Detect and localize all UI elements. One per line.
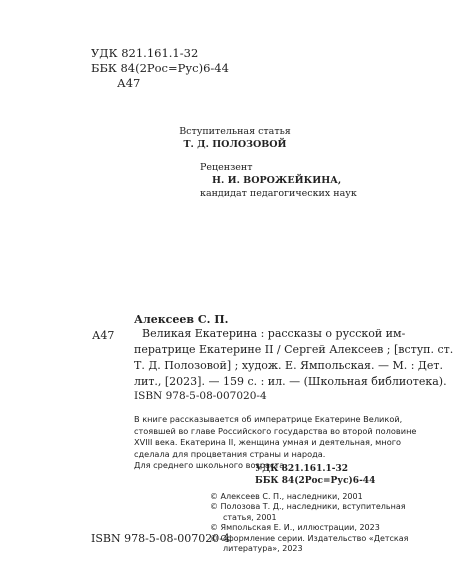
annotation-line: В книге рассказывается об императрице Екатерине Великой,: [134, 414, 403, 424]
author-mark-top: А47: [117, 76, 141, 90]
copyright-line: © Алексеев С. П., наследники, 2001: [210, 492, 363, 501]
record-isbn: ISBN 978-5-08-007020-4: [134, 390, 267, 402]
copyright-line: литература», 2023: [223, 544, 303, 554]
record-author: Алексеев С. П.: [134, 313, 229, 326]
biblio-line: лит., [2023]. — 159 с. : ил. — (Школьная библиотека).: [134, 375, 447, 388]
record-author-mark: А47: [92, 329, 115, 342]
udk-code-top: УДК 821.161.1-32: [91, 46, 199, 60]
reviewer-label: Рецензент: [200, 162, 253, 173]
bibliographic-description: [134, 326, 454, 390]
copyright-line: статья, 2001: [223, 512, 277, 522]
biblio-line: ператрице Екатерине II / Сергей Алексеев ; [вступ. ст.: [134, 343, 454, 356]
intro-label: Вступительная статья: [179, 126, 291, 137]
bbk-code-bottom: ББК 84(2Рос=Рус)6-44: [255, 476, 376, 486]
annotation-line: Для среднего школьного возраста.: [134, 460, 287, 471]
copyright-line: © Оформление серии. Издательство «Детская: [210, 533, 409, 543]
biblio-line: Великая Екатерина : рассказы о русской им-: [142, 327, 406, 340]
reviewer-title: кандидат педагогических наук: [200, 188, 357, 199]
intro-author: Т. Д. ПОЛОЗОВОЙ: [183, 139, 287, 150]
copyright-line: © Полозова Т. Д., наследники, вступительная: [210, 502, 406, 512]
copyright-line: © Ямпольская Е. И., иллюстрации, 2023: [210, 523, 380, 533]
bbk-code-top: ББК 84(2Рос=Рус)6-44: [91, 61, 229, 75]
annotation-line: XVIII века. Екатерина II, женщина умная и деятельная, много: [134, 437, 402, 448]
biblio-line: Т. Д. Полозовой] ; худож. Е. Ямпольская. — М. : Дет.: [134, 359, 443, 372]
isbn-bottom: ISBN 978-5-08-007020-4: [91, 532, 230, 545]
reviewer-name: Н. И. ВОРОЖЕЙКИНА,: [212, 175, 342, 186]
annotation-line: сделала для процветания страны и народа.: [134, 448, 326, 459]
udk-code-bottom: УДК 821.161.1-32: [255, 464, 348, 474]
annotation-line: стоявшей во главе Российского государства во второй половине: [134, 425, 417, 436]
copyright-block: [210, 492, 409, 554]
